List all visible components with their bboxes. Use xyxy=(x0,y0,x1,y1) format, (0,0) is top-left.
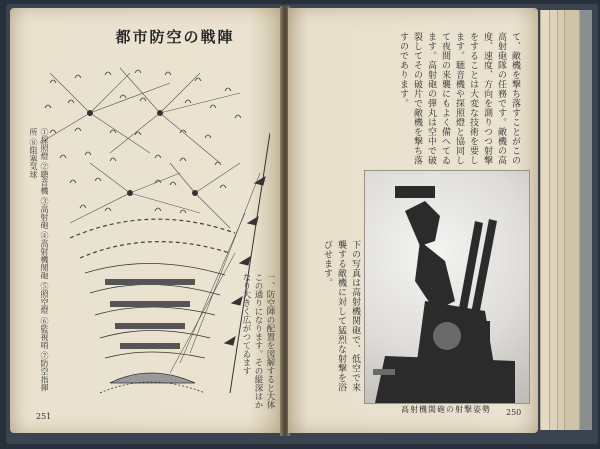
searchlight-beams xyxy=(40,68,240,228)
body-text-top: て、敵機を撃ち落すことがこの高射砲隊の任務です。敵機の高度、速度、方向を測りつつ射撃をすることは大変な技術を要します。聴音機や探照燈と協同して夜間の来襲にもよく備へてゐます。高射砲の弾丸は空中で破裂してその破片で敵機を撃ち落すのであります。 xyxy=(398,32,520,165)
searchlight-marks xyxy=(87,110,198,196)
page-edges xyxy=(549,10,557,430)
photo-caption: 高射機関砲の射撃姿勢 xyxy=(401,405,491,414)
body-text-bottom: 下の写真は高射機関砲で、低空で来襲する敵機に対して猛烈な射撃を浴びせます。 xyxy=(322,240,360,392)
page-edges xyxy=(564,10,579,430)
book-cover-edge xyxy=(579,10,592,430)
anti-aircraft-gun-photo xyxy=(364,170,530,404)
air-defense-diagram xyxy=(30,53,270,413)
right-page xyxy=(288,8,538,433)
unit-rows xyxy=(105,279,195,349)
left-page xyxy=(10,8,282,433)
page-edges xyxy=(540,10,549,430)
page-edges xyxy=(557,10,564,430)
defense-arcs xyxy=(70,219,235,258)
diagram-legend: ①探照燈 ②聴音機 ③高射砲 ④高射機関砲 ⑤照空燈 ⑥監視哨 ⑦防空指揮所 ⑧阻塞気球 xyxy=(29,128,49,392)
city-zone xyxy=(100,373,205,393)
page-title: 都市防空の戦陣 xyxy=(115,28,235,46)
gun-positions xyxy=(45,70,241,213)
gun-illustration xyxy=(365,171,529,403)
page-number-right: 250 xyxy=(506,408,522,417)
page-number-left: 251 xyxy=(36,412,52,421)
diagram-caption: 一、防空陣の配置を図解すると大体この通りになります。その縦深はかなり大きく広がつてゐます xyxy=(241,273,275,409)
